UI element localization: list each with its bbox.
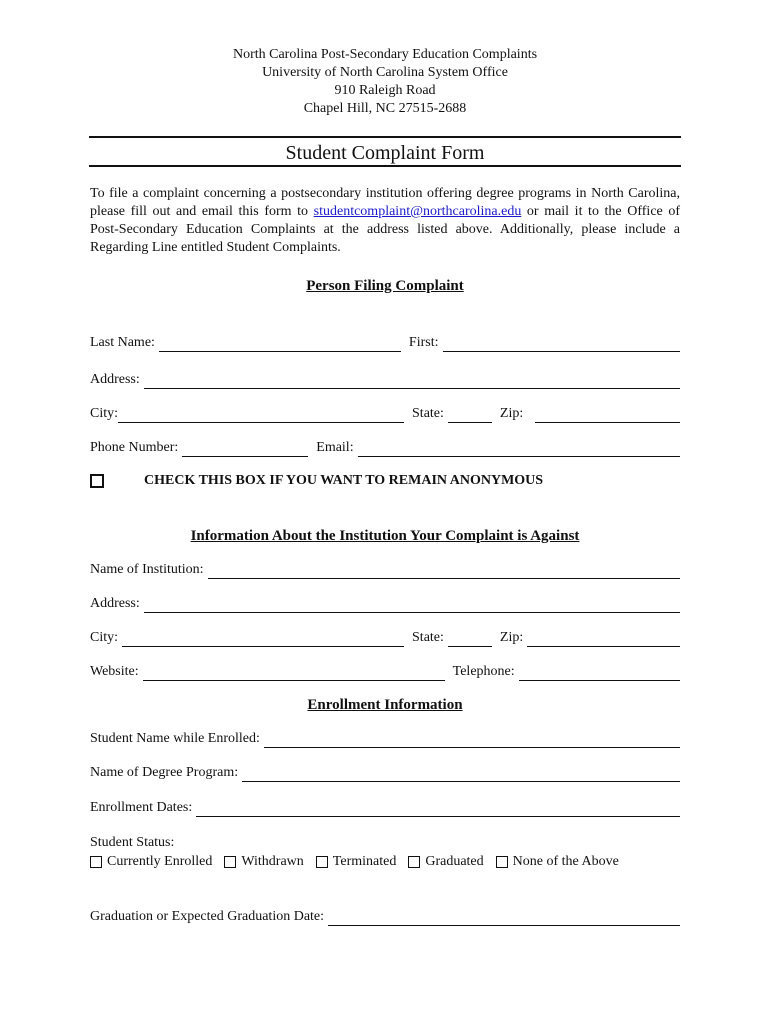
degree-program-field[interactable] <box>242 766 680 782</box>
row-graduation-date <box>90 906 680 926</box>
anonymous-checkbox[interactable] <box>90 474 104 488</box>
letterhead-line-3: 910 Raleigh Road <box>334 83 436 98</box>
form-title: Student Complaint Form <box>285 142 485 164</box>
student-name-label: Student Name while Enrolled: <box>90 731 260 746</box>
institution-zip-label: Zip: <box>499 630 524 645</box>
institution-address-field[interactable] <box>144 597 680 613</box>
intro-text-after: or mail it to the Office of Post-Secondary Education Complaints at the address listed above. Additionally, please include a Regarding Line entitled Student Complaints. <box>90 204 681 255</box>
website-field[interactable] <box>143 665 445 681</box>
last-name-field[interactable] <box>159 336 401 352</box>
row-degree-program <box>90 762 680 782</box>
telephone-field[interactable] <box>519 665 680 681</box>
status-checkbox-currently-enrolled[interactable] <box>90 856 102 868</box>
institution-address-label: Address: <box>90 596 140 611</box>
instructions-paragraph <box>90 185 680 257</box>
row-institution-city-state-zip <box>90 627 680 647</box>
enrollment-dates-field[interactable] <box>196 801 680 817</box>
status-checkbox-terminated[interactable] <box>316 856 328 868</box>
telephone-label: Telephone: <box>452 664 515 679</box>
row-institution-name <box>90 559 680 579</box>
status-option-terminated[interactable] <box>316 854 397 870</box>
row-institution-address <box>90 593 680 613</box>
status-checkbox-graduated[interactable] <box>408 856 420 868</box>
email-label: Email: <box>316 440 354 455</box>
zip-field[interactable] <box>535 407 680 423</box>
status-option-label: Withdrawn <box>241 854 304 869</box>
status-option-withdrawn[interactable] <box>224 854 303 870</box>
address-label: Address: <box>90 372 140 387</box>
letterhead-line-1: North Carolina Post-Secondary Education Complaints <box>232 47 538 62</box>
status-option-label: Terminated <box>332 854 397 869</box>
status-option-none-of-the-above[interactable] <box>496 854 619 870</box>
institution-name-field[interactable] <box>208 563 680 579</box>
student-status-label: Student Status: <box>90 835 175 850</box>
institution-state-label: State: <box>412 630 444 645</box>
anonymous-label: CHECK THIS BOX IF YOU WANT TO REMAIN ANONYMOUS <box>144 473 544 488</box>
graduation-date-label: Graduation or Expected Graduation Date: <box>90 909 325 924</box>
first-name-label: First: <box>408 335 439 350</box>
address-field[interactable] <box>144 373 680 389</box>
section-heading-enrollment: Enrollment Information <box>307 697 463 713</box>
row-city-state-zip <box>90 403 680 423</box>
letterhead-line-2: University of North Carolina System Office <box>262 65 508 80</box>
student-name-field[interactable] <box>264 732 680 748</box>
institution-city-field[interactable] <box>122 631 404 647</box>
status-option-currently-enrolled[interactable] <box>90 854 212 870</box>
email-field[interactable] <box>358 441 680 457</box>
institution-name-label: Name of Institution: <box>90 562 204 577</box>
letterhead <box>0 46 770 118</box>
status-checkbox-none-of-the-above[interactable] <box>496 856 508 868</box>
intro-text-before: To file a complaint concerning a postsecondary institution offering degree programs in North Carolina, please fill out and email this form to <box>90 186 680 219</box>
title-rule-top <box>89 136 681 138</box>
enrollment-dates-label: Enrollment Dates: <box>90 800 193 815</box>
status-option-label: Graduated <box>425 854 484 869</box>
graduation-date-field[interactable] <box>328 910 680 926</box>
status-option-label: None of the Above <box>512 854 619 869</box>
first-name-field[interactable] <box>443 336 681 352</box>
state-field[interactable] <box>448 407 492 423</box>
status-option-graduated[interactable] <box>408 854 483 870</box>
anonymous-option <box>90 471 680 491</box>
row-name <box>90 332 680 352</box>
title-rule-bottom <box>89 165 681 167</box>
row-website-telephone <box>90 661 680 681</box>
section-heading-person: Person Filing Complaint <box>306 278 464 294</box>
row-student-name <box>90 728 680 748</box>
complaint-email-link[interactable]: studentcomplaint@northcarolina.edu <box>313 204 522 219</box>
city-label: City: <box>90 406 119 421</box>
status-option-label: Currently Enrolled <box>107 854 213 869</box>
status-checkbox-withdrawn[interactable] <box>224 856 236 868</box>
last-name-label: Last Name: <box>90 335 155 350</box>
letterhead-line-4: Chapel Hill, NC 27515-2688 <box>303 101 467 116</box>
student-status-options <box>90 852 680 872</box>
degree-program-label: Name of Degree Program: <box>90 765 239 780</box>
phone-label: Phone Number: <box>90 440 179 455</box>
website-label: Website: <box>90 664 139 679</box>
section-heading-institution: Information About the Institution Your Complaint is Against <box>190 528 580 544</box>
state-label: State: <box>412 406 444 421</box>
row-address <box>90 369 680 389</box>
zip-label: Zip: <box>499 406 524 421</box>
institution-zip-field[interactable] <box>527 631 680 647</box>
city-field[interactable] <box>118 407 404 423</box>
row-phone-email <box>90 437 680 457</box>
institution-city-label: City: <box>90 630 119 645</box>
phone-field[interactable] <box>182 441 308 457</box>
institution-state-field[interactable] <box>448 631 492 647</box>
row-enrollment-dates <box>90 797 680 817</box>
